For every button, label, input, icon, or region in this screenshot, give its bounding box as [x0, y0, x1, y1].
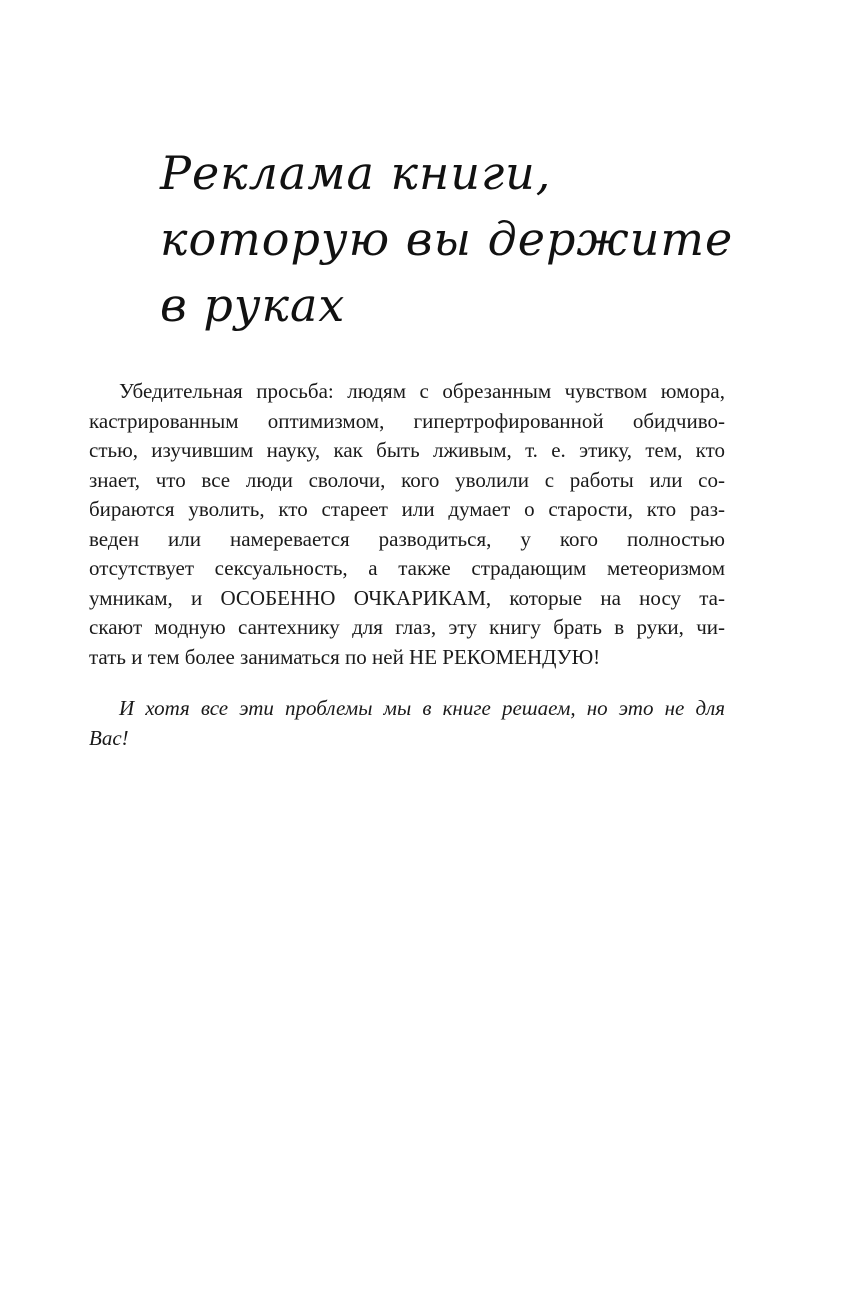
chapter-title-line: в руках	[160, 278, 346, 332]
body-text	[89, 377, 725, 753]
paragraph-line: отсутствует сексуальность, а также страдающим метеоризмом	[89, 556, 725, 580]
paragraph-spacer	[89, 672, 725, 694]
paragraph-line: бираются уволить, кто стареет или думает о старости, кто раз-	[89, 497, 725, 521]
paragraph-line: тать и тем более заниматься по ней НЕ РЕКОМЕНДУЮ!	[89, 644, 601, 669]
warning-paragraph	[89, 377, 725, 672]
paragraph-line: скают модную сантехнику для глаз, эту книгу брать в руки, чи-	[89, 615, 725, 639]
paragraph-line: И хотя все эти проблемы мы в книге решаем, но это не для	[119, 696, 725, 720]
chapter-title-line: Реклама книги,	[160, 146, 552, 200]
chapter-title-line: которую вы держите	[160, 212, 734, 266]
chapter-title	[160, 140, 734, 338]
paragraph-line: кастрированным оптимизмом, гипертрофированной обидчиво-	[89, 408, 725, 433]
paragraph-line: знает, что все люди сволочи, кого уволили с работы или со-	[89, 467, 725, 492]
paragraph-line: умникам, и ОСОБЕННО ОЧКАРИКАМ, которые на носу та-	[89, 585, 725, 610]
paragraph-line: Убедительная просьба: людям с обрезанным чувством юмора,	[119, 379, 725, 403]
closing-paragraph	[89, 694, 725, 753]
paragraph-line: Вас!	[89, 725, 129, 750]
paragraph-line: стью, изучившим науку, как быть лживым, т. е. этику, тем, кто	[89, 438, 725, 462]
paragraph-line: веден или намеревается разводиться, у кого полностью	[89, 526, 725, 551]
